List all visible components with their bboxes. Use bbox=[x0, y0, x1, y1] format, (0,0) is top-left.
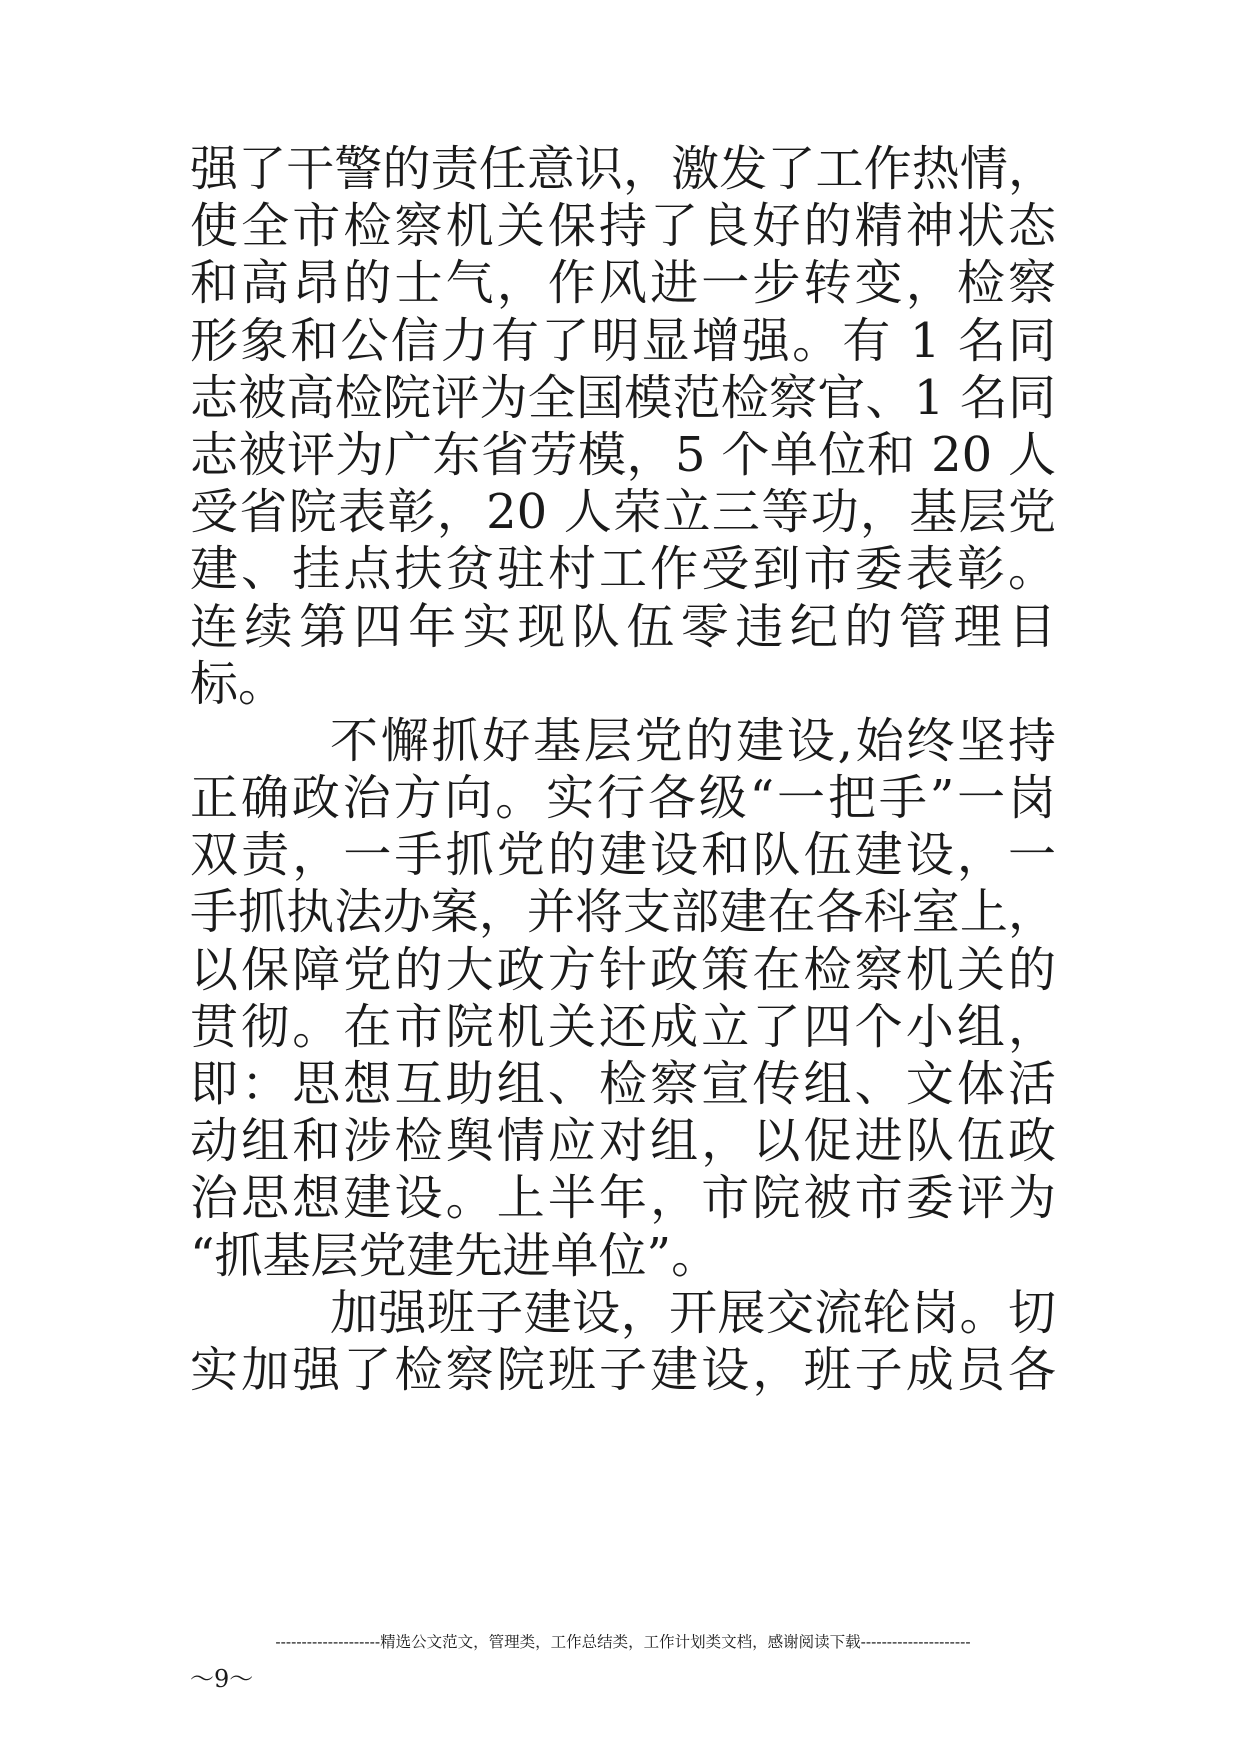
page-number: ～9～ bbox=[190, 1665, 254, 1693]
text-line: 治思想建设。上半年，市院被市委评为 bbox=[190, 1170, 1056, 1227]
text-line: 受省院表彰，20 人荣立三等功，基层党 bbox=[190, 484, 1056, 541]
text-line: 不懈抓好基层党的建设,始终坚持 bbox=[330, 712, 1056, 769]
text-line: 强了干警的责任意识，激发了工作热情， bbox=[190, 141, 1056, 197]
text-line: 建、挂点扶贫驻村工作受到市委表彰。 bbox=[190, 541, 1056, 598]
text-line: 加强班子建设，开展交流轮岗。切 bbox=[330, 1284, 1056, 1341]
text-line: 双责，一手抓党的建设和队伍建设，一 bbox=[190, 827, 1056, 884]
body-text bbox=[190, 141, 1056, 1399]
text-line: “抓基层党建先进单位”。 bbox=[190, 1227, 720, 1284]
text-line: 志被高检院评为全国模范检察官、1 名同 bbox=[190, 369, 1056, 426]
text-line: 正确政治方向。实行各级“一把手”一岗 bbox=[190, 770, 1056, 827]
text-line: 志被评为广东省劳模，5 个单位和 20 人 bbox=[190, 426, 1056, 483]
text-line: 形象和公信力有了明显增强。有 1 名同 bbox=[190, 312, 1056, 369]
text-line: 贯彻。在市院机关还成立了四个小组， bbox=[190, 998, 1056, 1055]
text-line: 使全市检察机关保持了良好的精神状态 bbox=[190, 198, 1056, 255]
text-line: 标。 bbox=[190, 655, 287, 712]
text-line: 手抓执法办案，并将支部建在各科室上， bbox=[190, 884, 1056, 941]
text-line: 动组和涉检舆情应对组，以促进队伍政 bbox=[190, 1113, 1056, 1170]
text-line: 连续第四年实现队伍零违纪的管理目 bbox=[190, 598, 1056, 655]
text-line: 实加强了检察院班子建设，班子成员各 bbox=[190, 1341, 1056, 1398]
text-line: 即：思想互助组、检察宣传组、文体活 bbox=[190, 1056, 1056, 1112]
text-line: 和高昂的士气，作风进一步转变，检察 bbox=[190, 255, 1056, 312]
footer-note: --------------------精选公文范文，管理类，工作总结类，工作计划类文档，感谢阅读下载--------------------- bbox=[275, 1633, 971, 1651]
text-line: 以保障党的大政方针政策在检察机关的 bbox=[190, 941, 1056, 998]
